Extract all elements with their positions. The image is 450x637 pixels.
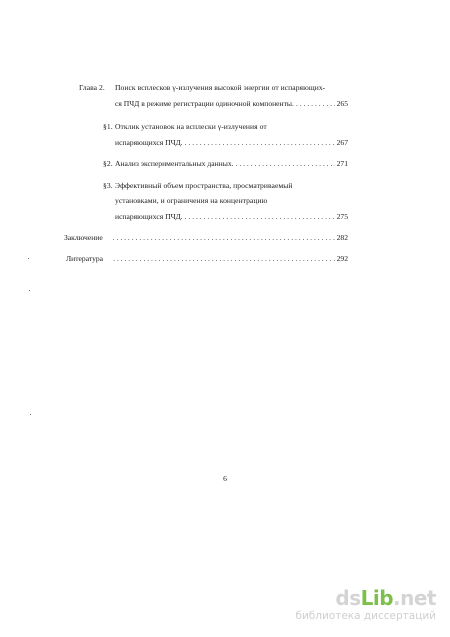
watermark-logo	[295, 588, 436, 608]
section-3-label: §3.	[103, 181, 113, 190]
section-3-title-line1: Эффективный объем пространства, просматриваемый	[115, 181, 293, 190]
scan-speck	[28, 258, 29, 259]
conclusion-entry[interactable]	[64, 233, 348, 243]
section-1-page: 267	[336, 138, 348, 147]
chapter-2-prefix: Глава 2.	[79, 83, 105, 92]
watermark	[295, 588, 436, 623]
section-1-entry[interactable]	[115, 138, 348, 148]
chapter-2-page: 265	[336, 99, 348, 108]
section-1-label: §1.	[103, 122, 113, 131]
leader-dots	[113, 233, 335, 243]
conclusion-title: Заключение	[64, 233, 103, 242]
section-3-title-line2: установками, и ограничения на концентрацию	[115, 196, 268, 205]
conclusion-page: 282	[336, 233, 348, 242]
logo-lib: Lib	[360, 586, 394, 610]
section-3-title-line3: испаряющихся ПЧД.	[115, 212, 183, 221]
literature-page: 292	[336, 254, 348, 263]
chapter-2-title-line2: ся ПЧД в режиме регистрации одиночной компоненты.	[115, 99, 294, 108]
literature-title: Литература	[66, 254, 104, 263]
section-2-page: 271	[336, 159, 348, 168]
leader-dots	[185, 138, 335, 148]
scan-speck	[29, 290, 30, 291]
leader-dots	[296, 99, 335, 109]
scan-speck	[30, 414, 31, 415]
section-1-title-line1: Отклик установок на всплески γ-излучения от	[115, 122, 267, 131]
literature-entry[interactable]	[66, 254, 348, 264]
chapter-2-entry[interactable]	[115, 99, 348, 109]
section-1-title-line2: испаряющихся ПЧД.	[115, 138, 183, 147]
logo-ds: ds	[335, 586, 361, 610]
leader-dots	[113, 254, 335, 264]
section-3-page: 275	[336, 212, 348, 221]
section-2-entry[interactable]	[115, 159, 348, 169]
leader-dots	[185, 212, 335, 222]
section-2-label: §2.	[103, 159, 113, 168]
chapter-2-title-line1: Поиск всплесков γ-излучения высокой энергии от испаряющих-	[115, 83, 326, 92]
watermark-subtitle: библиотека диссертаций	[295, 610, 436, 622]
page-number: 6	[223, 474, 227, 483]
section-2-title: Анализ экспериментальных данных.	[115, 159, 234, 168]
leader-dots	[236, 159, 335, 169]
section-3-entry[interactable]	[115, 212, 348, 222]
logo-net: .net	[393, 586, 436, 610]
